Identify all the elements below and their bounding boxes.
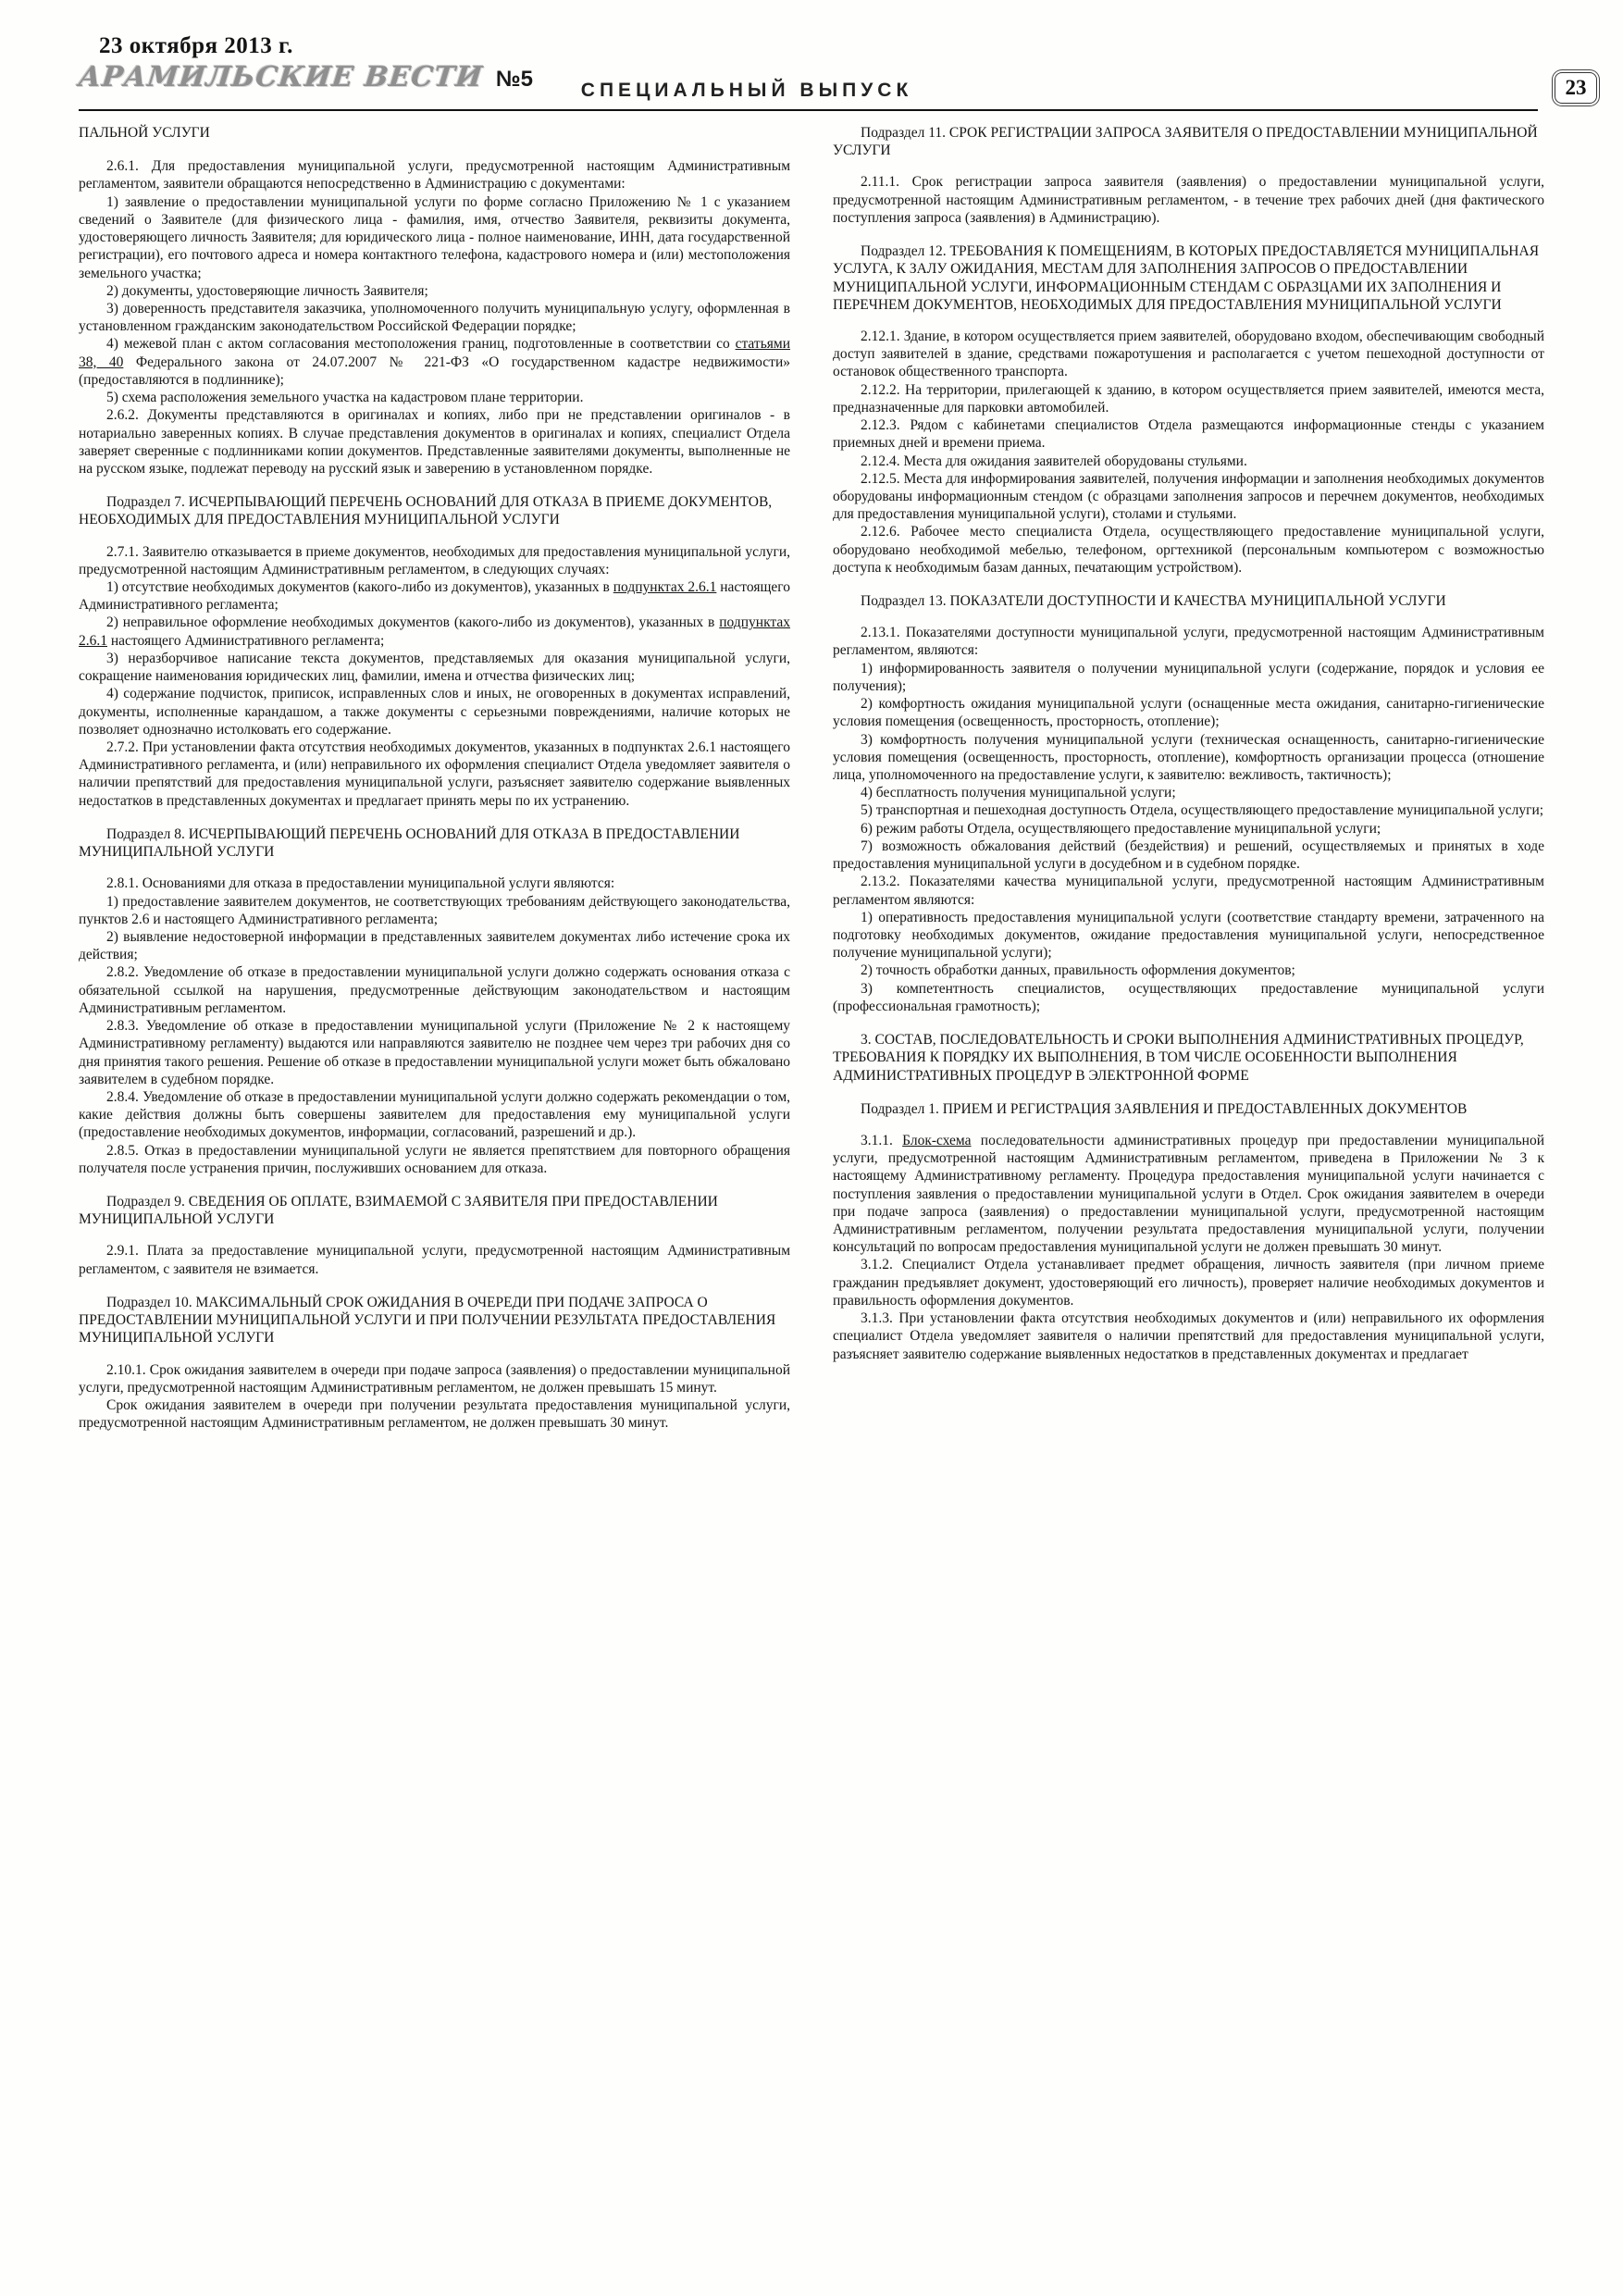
heading-continuation: ПАЛЬНОЙ УСЛУГИ	[79, 125, 210, 141]
paragraph: 3) доверенность представителя заказчика, уполномоченного получить муниципальную услугу, оформленная в установленном гражданским законодательством Российской Федерации порядке;	[79, 300, 790, 335]
masthead-logo: АРАМИЛЬСКИЕ ВЕСТИ	[77, 61, 485, 93]
content-columns	[79, 124, 1544, 1432]
page-header	[79, 33, 1597, 105]
section-title: СПЕЦИАЛЬНЫЙ ВЫПУСК	[580, 80, 913, 101]
paragraph: 2) комфортность ожидания муниципальной услуги (оснащенные места ожидания, санитарно-гигиенические условия помещения (освещенность, просторность, отопление);	[833, 696, 1544, 730]
paragraph: 3.1.2. Специалист Отдела устанавливает предмет обращения, личность заявителя (при личном приеме гражданин предъявляет документ, удостоверяющий его личность), проверяет наличие необходимых документов и правильность оформления документов.	[833, 1257, 1544, 1309]
column-right	[833, 124, 1544, 1432]
paragraph: 3) компетентность специалистов, осуществляющих предоставление муниципальной услуги (профессиональная грамотность);	[833, 980, 1544, 1014]
paragraph: 2.8.2. Уведомление об отказе в предоставлении муниципальной услуги должно содержать основания отказа с обязательной ссылкой на нарушения, предусмотренные действующим законодательством и настоящим Административным регламентом.	[79, 964, 790, 1016]
section-heading: Подраздел 13. ПОКАЗАТЕЛИ ДОСТУПНОСТИ И КАЧЕСТВА МУНИЦИПАЛЬНОЙ УСЛУГИ	[861, 593, 1446, 610]
paragraph: 2) точность обработки данных, правильность оформления документов;	[861, 962, 1295, 979]
page-number-badge	[1555, 72, 1597, 104]
paragraph: 6) режим работы Отдела, осуществляющего предоставление муниципальной услуги;	[861, 820, 1381, 837]
section-heading: 3. СОСТАВ, ПОСЛЕДОВАТЕЛЬНОСТЬ И СРОКИ ВЫПОЛНЕНИЯ АДМИНИСТРАТИВНЫХ ПРОЦЕДУР, ТРЕБОВАНИЯ К ПОРЯДКУ ИХ ВЫПОЛНЕНИЯ, В ТОМ ЧИСЛЕ ОСОБЕННОСТИ ВЫПОЛНЕНИЯ АДМИНИСТРАТИВНЫХ ПРОЦЕДУР В ЭЛЕКТРОННОЙ ФОРМЕ	[833, 1032, 1524, 1084]
paragraph: 2.8.4. Уведомление об отказе в предоставлении муниципальной услуги должно содержать рекомендации о том, какие действия должны быть совершены заявителем для предоставления ему муниципальной услуги (предоставление необходимых документов, информации, согласований, разрешений и др.).	[79, 1088, 790, 1141]
paragraph: 2.13.1. Показателями доступности муниципальной услуги, предусмотренной настоящим Административным регламентом, являются:	[833, 625, 1544, 659]
paragraph: 4) бесплатность получения муниципальной услуги;	[861, 785, 1176, 801]
paragraph: 1) информированность заявителя о получении муниципальной услуги (содержание, порядок и условия ее получения);	[833, 660, 1544, 694]
paragraph: 2.8.3. Уведомление об отказе в предоставлении муниципальной услуги (Приложение № 2 к настоящему Административному регламенту) выдаются или направляются заявителю не позднее чем через три рабочих дня со дня принятия такого решения. Решение об отказе в предоставлении муниципальной услуги может быть обжаловано заявителем в судебном порядке.	[79, 1018, 790, 1087]
paragraph: 1) заявление о предоставлении муниципальной услуги по форме согласно Приложению № 1 с указанием сведений о Заявителе (для физического лица - фамилия, имя, отчество Заявителя, реквизиты документа, удостоверяющего личность Заявителя; для юридического лица - полное наименование, ИНН, дата государственной регистрации), его почтового адреса и номера контактного телефона, кадастрового номера и (или) местоположения земельного участка;	[79, 193, 790, 281]
section-heading: Подраздел 10. МАКСИМАЛЬНЫЙ СРОК ОЖИДАНИЯ В ОЧЕРЕДИ ПРИ ПОДАЧЕ ЗАПРОСА О ПРЕДОСТАВЛЕНИИ МУНИЦИПАЛЬНОЙ УСЛУГИ И ПРИ ПОЛУЧЕНИИ РЕЗУЛЬТАТА ПРЕДОСТАВЛЕНИЯ МУНИЦИПАЛЬНОЙ УСЛУГИ	[79, 1294, 776, 1347]
paragraph: 3.1.3. При установлении факта отсутствия необходимых документов и (или) неправильного их оформления специалист Отдела уведомляет заявителя о наличии препятствий для предоставления муниципальной услуги, разъясняет заявителю содержание выявленных недостатков в представленных документах и предлагает	[833, 1310, 1544, 1362]
issue-date: 23 октября 2013 г.	[99, 33, 293, 58]
section-heading: Подраздел 1. ПРИЕМ И РЕГИСТРАЦИЯ ЗАЯВЛЕНИЯ И ПРЕДОСТАВЛЕННЫХ ДОКУМЕНТОВ	[861, 1100, 1468, 1117]
paragraph: 3.1.1. Блок-схема последовательности административных процедур при предоставлении муниципальной услуги, предусмотренной настоящим Административным регламентом, приведена в Приложении № 3 к настоящему Административному регламенту. Процедура предоставления муниципальной услуги начинается с поступления заявления о предоставлении муниципальной услуги в Отдел. Срок ожидания заявителем в очереди при подаче запроса (заявления) о предоставлении муниципальной услуги, предусмотренной настоящим Административным регламентом, получении результата предоставления муниципальной услуги, получении консультаций по вопросам предоставления муниципальной услуги не должен превышать 30 минут.	[833, 1132, 1544, 1256]
paragraph: 2.12.4. Места для ожидания заявителей оборудованы стульями.	[861, 453, 1247, 469]
paragraph: 4) межевой план с актом согласования местоположения границ, подготовленные в соответствии со статьями 38, 40 Федерального закона от 24.07.2007 № 221-ФЗ «О государственном кадастре недвижимости» (предоставляются в подлиннике);	[79, 336, 791, 388]
paragraph: 3) неразборчивое написание текста документов, представляемых для оказания муниципальной услуги, сокращение наименования юридических лиц, фамилии, имена и отчества физических лиц;	[79, 650, 790, 685]
paragraph: 2.8.1. Основаниями для отказа в предоставлении муниципальной услуги являются:	[106, 875, 615, 892]
paragraph: 1) предоставление заявителем документов, не соответствующих требованиям действующего законодательства, пунктов 2.6 и настоящего Административного регламента;	[79, 893, 790, 927]
section-heading: Подраздел 9. СВЕДЕНИЯ ОБ ОПЛАТЕ, ВЗИМАЕМОЙ С ЗАЯВИТЕЛЯ ПРИ ПРЕДОСТАВЛЕНИИ МУНИЦИПАЛЬНОЙ УСЛУГИ	[79, 1194, 718, 1228]
paragraph: 2) документы, удостоверяющие личность Заявителя;	[106, 282, 428, 299]
paragraph: 2.13.2. Показателями качества муниципальной услуги, предусмотренной настоящим Административным регламентом являются:	[833, 874, 1544, 908]
paragraph: 1) оперативность предоставления муниципальной услуги (соответствие стандарту времени, затраченного на подготовку необходимых документов, ожидание предоставления муниципальной услуги, непосредственное получение муниципальной услуги);	[833, 909, 1544, 962]
paragraph: 2.12.1. Здание, в котором осуществляется прием заявителей, оборудовано входом, обеспечивающим свободный доступ заявителей в здание, средствами пожаротушения и располагается с учетом пешеходной доступности от остановок общественного транспорта.	[833, 328, 1544, 380]
section-heading: Подраздел 7. ИСЧЕРПЫВАЮЩИЙ ПЕРЕЧЕНЬ ОСНОВАНИЙ ДЛЯ ОТКАЗА В ПРИЕМЕ ДОКУМЕНТОВ, НЕОБХОДИМЫХ ДЛЯ ПРЕДОСТАВЛЕНИЯ МУНИЦИПАЛЬНОЙ УСЛУГИ	[79, 494, 773, 528]
paragraph: 2.6.1. Для предоставления муниципальной услуги, предусмотренной настоящим Административным регламентом, заявители обращаются непосредственно в Администрацию с документами:	[79, 158, 790, 192]
paragraph: 1) отсутствие необходимых документов (какого-либо из документов), указанных в подпунктах 2.6.1 настоящего Административного регламента;	[79, 579, 790, 614]
paragraph: 5) схема расположения земельного участка на кадастровом плане территории.	[106, 390, 584, 406]
paragraph: 2.10.1. Срок ожидания заявителем в очереди при подаче запроса (заявления) о предоставлении муниципальной услуги, предусмотренной настоящим Административным регламентом, не должен превышать 15 минут.	[79, 1361, 790, 1396]
paragraph: 2.12.2. На территории, прилегающей к зданию, в котором осуществляется прием заявителей, имеются места, предназначенные для парковки автомобилей.	[833, 381, 1544, 416]
paragraph: 2.8.5. Отказ в предоставлении муниципальной услуги не является препятствием для повторного обращения получателя после устранения причин, послуживших основанием для отказа.	[79, 1142, 790, 1176]
paragraph: 2) неправильное оформление необходимых документов (какого-либо из документов), указанных в подпунктах 2.6.1 настоящего Административного регламента;	[79, 614, 790, 649]
paragraph: 7) возможность обжалования действий (бездействия) и решений, осуществляемых и принятых в ходе предоставления муниципальной услуги в досудебном и в судебном порядке.	[833, 838, 1544, 873]
paragraph: 5) транспортная и пешеходная доступность Отдела, осуществляющего предоставление муниципальной услуги;	[861, 802, 1544, 819]
section-heading: Подраздел 11. СРОК РЕГИСТРАЦИИ ЗАПРОСА ЗАЯВИТЕЛЯ О ПРЕДОСТАВЛЕНИИ МУНИЦИПАЛЬНОЙ УСЛУГИ	[833, 125, 1538, 159]
issue-number: №5	[495, 67, 533, 92]
paragraph: 3) комфортность получения муниципальной услуги (техническая оснащенность, санитарно-гигиенические условия помещения (освещенность, просторность, отопление), комфортность организации процесса (отношение лица, уполномоченного на предоставление услуги, к заявителю: вежливость, тактичность);	[833, 731, 1544, 783]
paragraph: 2.9.1. Плата за предоставление муниципальной услуги, предусмотренной настоящим Административным регламентом, с заявителя не взимается.	[79, 1243, 790, 1277]
column-left	[79, 124, 790, 1432]
paragraph: 2.7.2. При установлении факта отсутствия необходимых документов, указанных в подпунктах 2.6.1 настоящего Административного регламента, и (или) неправильного их оформления специалист Отдела уведомляет заявителя о наличии препятствий для предоставления муниципальной услуги, разъясняет заявителю содержание выявленных недостатков в представленных документах и предлагает принять меры по их устранению.	[79, 739, 790, 809]
section-heading: Подраздел 8. ИСЧЕРПЫВАЮЩИЙ ПЕРЕЧЕНЬ ОСНОВАНИЙ ДЛЯ ОТКАЗА В ПРЕДОСТАВЛЕНИИ МУНИЦИПАЛЬНОЙ УСЛУГИ	[79, 825, 740, 861]
paragraph: 2.12.3. Рядом с кабинетами специалистов Отдела размещаются информационные стенды с указанием приемных дней и времени приема.	[833, 417, 1544, 452]
page-number: 23	[1565, 76, 1587, 99]
paragraph: 2.7.1. Заявителю отказывается в приеме документов, необходимых для предоставления муниципальной услуги, предусмотренной настоящим Административным регламентом, в следующих случаях:	[79, 543, 790, 577]
paragraph: 4) содержание подчисток, приписок, исправленных слов и иных, не оговоренных в документах исправлений, документы, исполненные карандашом, а также документы с серьезными повреждениями, наличие которых не позволяет однозначно истолковать его содержание.	[79, 686, 790, 738]
header-rule	[79, 109, 1538, 111]
paragraph: 2) выявление недостоверной информации в представленных заявителем документах либо истечение срока их действия;	[79, 928, 790, 963]
paragraph: 2.12.5. Места для информирования заявителей, получения информации и заполнения необходимых документов оборудованы информационным стендом (с образцами заполнения запросов и перечнем документов, необходимых для предоставления муниципальной услуги), столами и стульями.	[833, 470, 1544, 523]
paragraph: 2.11.1. Срок регистрации запроса заявителя (заявления) о предоставлении муниципальной услуги, предусмотренной настоящим Административным регламентом, - в течение трех рабочих дней (дня фактического поступления запроса (заявления) в Администрацию).	[833, 174, 1544, 226]
paragraph: Срок ожидания заявителем в очереди при получении результата предоставления муниципальной услуги, предусмотренной настоящим Административным регламентом, не должен превышать 30 минут.	[79, 1397, 790, 1432]
section-heading: Подраздел 12. ТРЕБОВАНИЯ К ПОМЕЩЕНИЯМ, В КОТОРЫХ ПРЕДОСТАВЛЯЕТСЯ МУНИЦИПАЛЬНАЯ УСЛУГА, К ЗАЛУ ОЖИДАНИЯ, МЕСТАМ ДЛЯ ЗАПОЛНЕНИЯ ЗАПРОСОВ О ПРЕДОСТАВЛЕНИИ МУНИЦИПАЛЬНОЙ УСЛУГИ, ИНФОРМАЦИОННЫМ СТЕНДАМ С ОБРАЗЦАМИ ИХ ЗАПОЛНЕНИЯ И ПЕРЕЧНЕМ ДОКУМЕНТОВ, НЕОБХОДИМЫХ ДЛЯ ПРЕДОСТАВЛЕНИЯ МУНИЦИПАЛЬНОЙ УСЛУГИ	[833, 243, 1540, 313]
paragraph: 2.12.6. Рабочее место специалиста Отдела, осуществляющего предоставление муниципальной услуги, оборудовано необходимой мебелью, телефоном, оргтехникой (персональным компьютером с возможностью доступа к необходимым базам данных, печатающим устройством).	[833, 524, 1544, 576]
paragraph: 2.6.2. Документы представляются в оригиналах и копиях, либо при не представлении оригиналов - в нотариально заверенных копиях. В случае представления документов в оригиналах и копиях, специалист Отдела заверяет сверенные с подлинниками копии документов. Представленные заявителями документы, выполненные не на русском языке, подлежат переводу на русский язык и заверению в установленном порядке.	[79, 407, 790, 477]
